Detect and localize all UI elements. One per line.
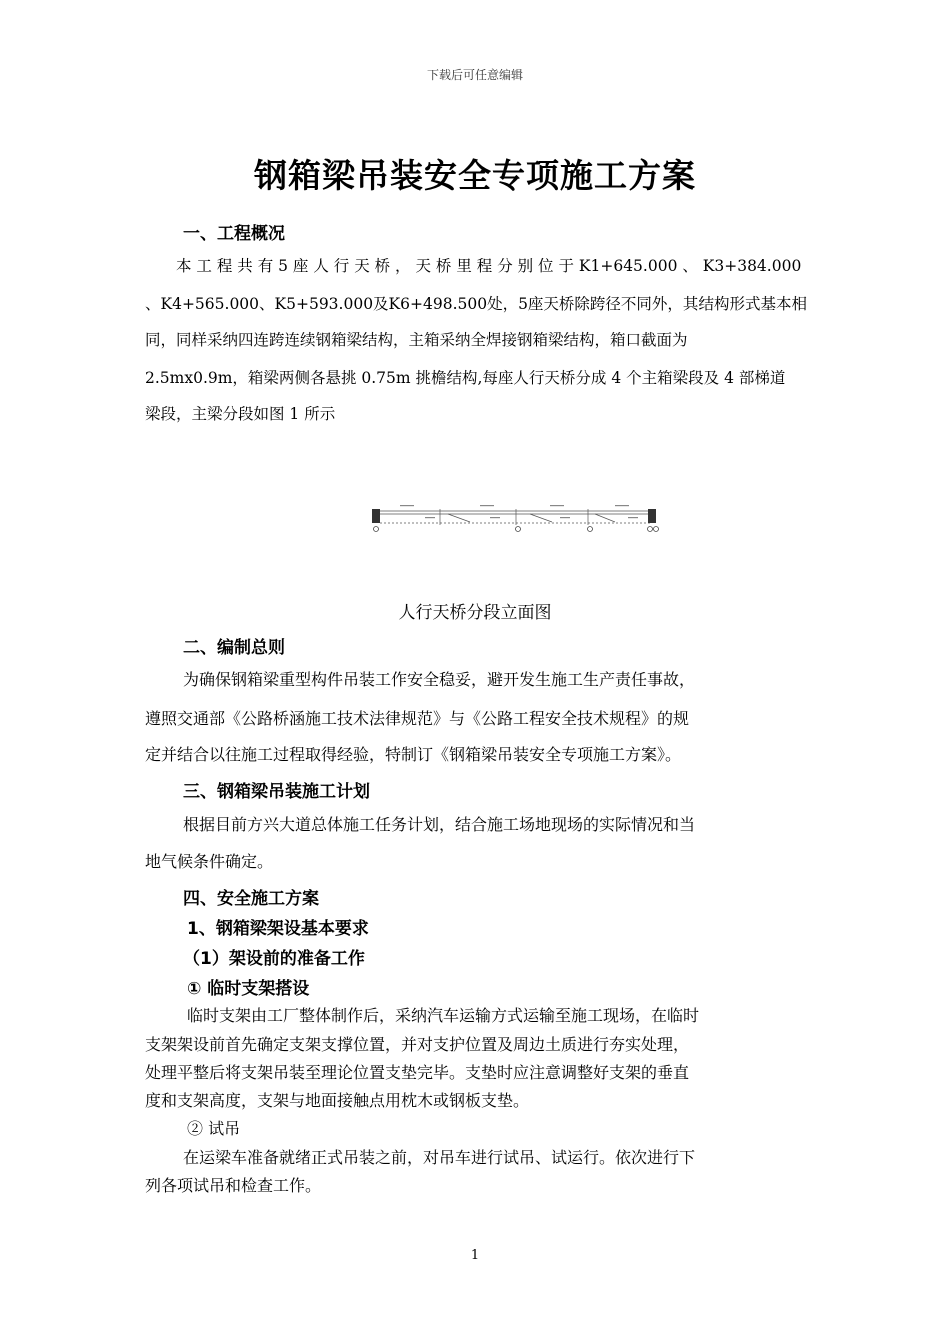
paragraph-line: 为确保钢箱梁重型构件吊装工作安全稳妥，避开发生施工生产责任事故，	[183, 670, 696, 689]
paragraph-line: 在运梁车准备就绪正式吊装之前，对吊车进行试吊、试运行。依次进行下	[183, 1148, 696, 1167]
paragraph-line: 处理平整后将支架吊装至理论位置支垫完毕。支垫时应注意调整好支架的垂直	[145, 1063, 690, 1082]
paragraph-line: 列各项试吊和检查工作。	[145, 1176, 322, 1195]
paragraph-line: 定并结合以往施工过程取得经验，特制订《钢箱梁吊装安全专项施工方案》。	[145, 745, 682, 764]
paragraph-line: 支架架设前首先确定支架支撑位置，并对支护位置及周边土质进行夯实处理，	[145, 1035, 690, 1054]
subsection-heading: 1、钢箱梁架设基本要求	[187, 919, 369, 939]
section-heading-overview: 一、工程概况	[183, 224, 285, 244]
paragraph-line: 同，同样采纳四连跨连续钢箱梁结构，主箱采纳全焊接钢箱梁结构，箱口截面为	[145, 331, 688, 349]
section-heading-principles: 二、编制总则	[183, 638, 285, 658]
paragraph-line: 根据目前方兴大道总体施工任务计划，结合施工场地现场的实际情况和当	[183, 815, 696, 834]
bridge-elevation-drawing	[370, 496, 660, 538]
section-heading-plan: 三、钢箱梁吊装施工计划	[183, 782, 370, 802]
document-title: 钢箱梁吊装安全专项施工方案	[254, 156, 696, 195]
page-header: 下载后可任意编辑	[426, 68, 523, 82]
paragraph-line: 度和支架高度，支架与地面接触点用枕木或钢板支垫。	[145, 1091, 530, 1110]
paragraph-line: 2.5mx0.9m，箱梁两侧各悬挑 0.75m 挑檐结构,每座人行天桥分成 4 个主箱梁段及 4 部梯道	[145, 369, 786, 387]
paragraph-line: 地气候条件确定。	[145, 852, 274, 871]
paragraph-line: 临时支架由工厂整体制作后，采纳汽车运输方式运输至施工现场，在临时	[187, 1006, 700, 1025]
paragraph-line: 、K4+565.000、K5+593.000及K6+498.500处，5座天桥除跨径不同外，其结构形式基本相	[145, 295, 807, 313]
section-heading-safety: 四、安全施工方案	[183, 889, 319, 909]
paragraph-line: 本 工 程 共 有 5 座 人 行 天 桥 ， 天 桥 里 程 分 别 位 于 K1+645.000 、 K3+384.000	[176, 257, 802, 275]
bridge-elevation-figure	[370, 496, 660, 538]
subsection-heading: （1）架设前的准备工作	[183, 949, 365, 969]
paragraph-line: 梁段，主梁分段如图 1 所示	[145, 405, 336, 423]
item-heading: ② 试吊	[187, 1119, 241, 1138]
page-number: 1	[470, 1248, 480, 1263]
figure-caption: 人行天桥分段立面图	[398, 603, 552, 623]
paragraph-line: 遵照交通部《公路桥涵施工技术法律规范》与《公路工程安全技术规程》的规	[145, 709, 690, 728]
item-heading: ① 临时支架搭设	[187, 979, 310, 999]
